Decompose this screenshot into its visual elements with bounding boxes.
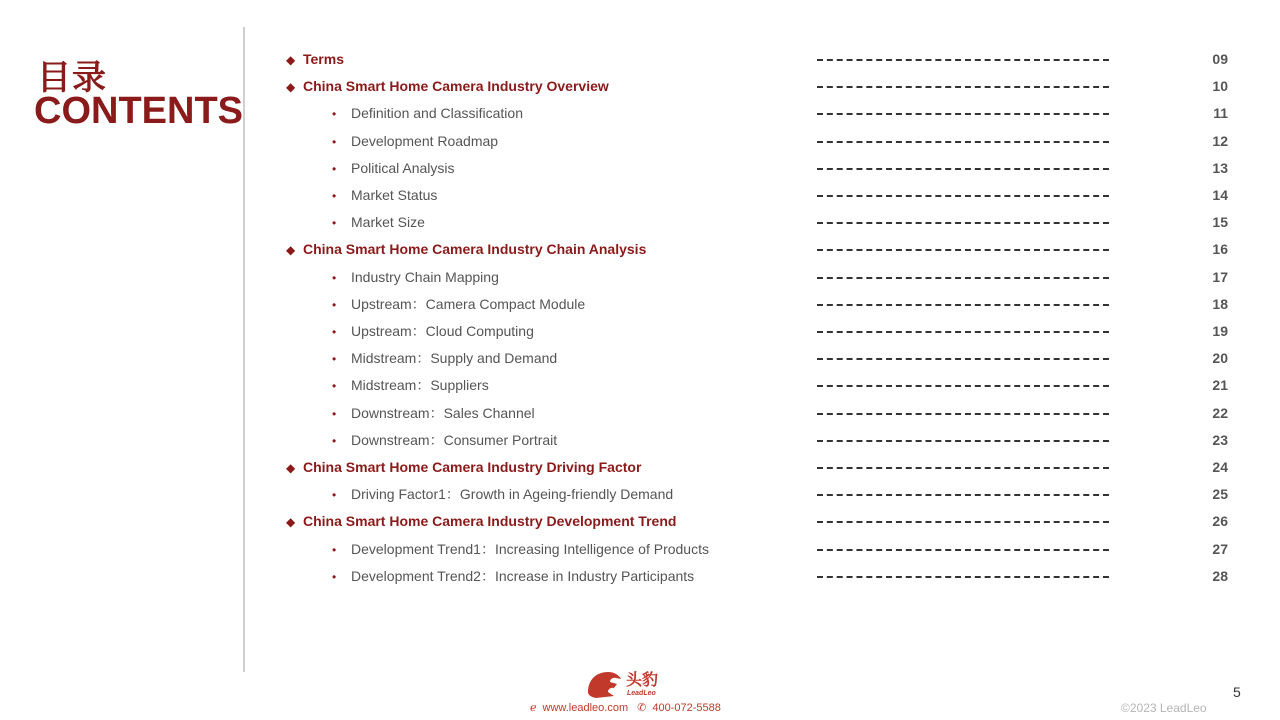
toc-entry [286,457,641,478]
toc-entry [286,49,344,70]
toc-page-number: 26 [1212,513,1228,529]
toc-entry-label: Development Trend1：Increasing Intelligence of Products [351,541,709,557]
dotted-leader [817,413,1109,415]
toc-entry [332,321,534,342]
toc-entry [332,131,498,152]
toc-entry-label: Midstream：Suppliers [351,377,489,393]
toc-subsection-row[interactable] [0,375,1280,395]
website-link[interactable]: www.leadleo.com [542,702,629,714]
dotted-leader [817,113,1109,115]
toc-subsection-row[interactable] [0,403,1280,423]
toc-section-row[interactable] [0,511,1280,531]
diamond-bullet-icon: ◆ [286,461,296,475]
dot-bullet-icon: • [332,543,337,557]
copyright: ©2023 LeadLeo [1121,701,1207,715]
dot-bullet-icon: • [332,352,337,366]
toc-section-row[interactable] [0,457,1280,477]
toc-entry [332,185,437,206]
dot-bullet-icon: • [332,216,337,230]
toc-subsection-row[interactable] [0,267,1280,287]
dotted-leader [817,385,1109,387]
dotted-leader [817,549,1109,551]
toc-entry [286,76,609,97]
toc-page-number: 28 [1212,568,1228,584]
leadleo-logo [586,666,666,700]
dot-bullet-icon: • [332,488,337,502]
toc-entry [332,484,673,505]
toc-section-row[interactable] [0,49,1280,69]
toc-subsection-row[interactable] [0,348,1280,368]
dotted-leader [817,222,1109,224]
toc-entry-label: Downstream：Consumer Portrait [351,432,558,448]
toc-subsection-row[interactable] [0,566,1280,586]
toc-entry-label: China Smart Home Camera Industry Driving Factor [303,459,642,475]
contents-title-en: CONTENTS [34,90,243,132]
dot-bullet-icon: • [332,379,337,393]
toc-page-number: 23 [1212,432,1228,448]
toc-entry [332,212,425,233]
toc-subsection-row[interactable] [0,539,1280,559]
phone-number: 400-072-5588 [652,702,721,714]
toc-page-number: 15 [1212,214,1228,230]
dotted-leader [817,59,1109,61]
toc-entry-label: Downstream：Sales Channel [351,405,535,421]
toc-page-number: 20 [1212,350,1228,366]
toc-page-number: 21 [1212,377,1228,393]
dot-bullet-icon: • [332,298,337,312]
dotted-leader [817,168,1109,170]
toc-entry-label: Development Roadmap [351,133,499,149]
dotted-leader [817,521,1109,523]
toc-entry-label: China Smart Home Camera Industry Chain Analysis [303,241,647,257]
toc-entry [332,158,455,179]
toc-subsection-row[interactable] [0,103,1280,123]
dotted-leader [817,576,1109,578]
toc-subsection-row[interactable] [0,484,1280,504]
dot-bullet-icon: • [332,325,337,339]
toc-section-row[interactable] [0,239,1280,259]
toc-entry [332,375,489,396]
toc-entry [286,239,646,260]
toc-entry [332,267,499,288]
phone-icon: ✆ [637,702,647,714]
toc-entry-label: Upstream：Cloud Computing [351,323,534,339]
dotted-leader [817,141,1109,143]
dotted-leader [817,358,1109,360]
toc-page-number: 19 [1212,323,1228,339]
toc-page-number: 13 [1212,160,1228,176]
toc-section-row[interactable] [0,76,1280,96]
toc-subsection-row[interactable] [0,131,1280,151]
toc-subsection-row[interactable] [0,212,1280,232]
toc-subsection-row[interactable] [0,158,1280,178]
toc-page-number: 25 [1212,486,1228,502]
toc-entry [332,566,694,587]
toc-entry-label: Driving Factor1：Growth in Ageing-friendly Demand [351,486,674,502]
toc-page-number: 09 [1212,51,1228,67]
contents-title-cn: 目录 [37,58,107,98]
dotted-leader [817,249,1109,251]
toc-page-number: 27 [1212,541,1228,557]
toc-entry [332,539,709,560]
dot-bullet-icon: • [332,189,337,203]
toc-subsection-row[interactable] [0,321,1280,341]
dot-bullet-icon: • [332,434,337,448]
dotted-leader [817,467,1109,469]
toc-entry-label: Development Trend2：Increase in Industry Participants [351,568,695,584]
dotted-leader [817,277,1109,279]
diamond-bullet-icon: ◆ [286,243,296,257]
toc-entry [332,103,523,124]
toc-page-number: 11 [1213,105,1228,121]
web-icon: ℯ [530,702,537,714]
toc-entry-label: China Smart Home Camera Industry Overview [303,78,609,94]
footer-contact [530,701,727,714]
dotted-leader [817,331,1109,333]
toc-subsection-row[interactable] [0,294,1280,314]
toc-entry-label: Definition and Classification [351,105,523,121]
logo-cn-text: 头豹 [626,670,659,689]
toc-entry-label: Market Size [351,214,425,230]
dotted-leader [817,304,1109,306]
toc-page-number: 18 [1212,296,1228,312]
toc-entry [286,511,676,532]
toc-entry [332,403,535,424]
toc-subsection-row[interactable] [0,185,1280,205]
toc-page-number: 10 [1212,78,1228,94]
toc-page-number: 24 [1212,459,1228,475]
dot-bullet-icon: • [332,162,337,176]
dot-bullet-icon: • [332,570,337,584]
toc-page-number: 22 [1212,405,1228,421]
dotted-leader [817,195,1109,197]
toc-page-number: 17 [1212,269,1228,285]
diamond-bullet-icon: ◆ [286,515,296,529]
diamond-bullet-icon: ◆ [286,53,296,67]
dot-bullet-icon: • [332,407,337,421]
toc-entry [332,430,557,451]
toc-page-number: 12 [1212,133,1228,149]
dotted-leader [817,494,1109,496]
slide-number: 5 [1233,684,1241,700]
diamond-bullet-icon: ◆ [286,80,296,94]
toc-page-number: 16 [1212,241,1228,257]
dot-bullet-icon: • [332,135,337,149]
toc-entry [332,294,585,315]
dotted-leader [817,440,1109,442]
toc-subsection-row[interactable] [0,430,1280,450]
logo-en-text: LeadLeo [627,690,656,697]
dot-bullet-icon: • [332,271,337,285]
toc-page-number: 14 [1212,187,1228,203]
toc-entry-label: Upstream：Camera Compact Module [351,296,586,312]
toc-entry-label: Market Status [351,187,438,203]
dotted-leader [817,86,1109,88]
toc-entry-label: Political Analysis [351,160,455,176]
toc-entry [332,348,557,369]
leopard-head-icon [588,672,621,698]
toc-entry-label: Terms [303,51,344,67]
dot-bullet-icon: • [332,107,337,121]
toc-entry-label: Industry Chain Mapping [351,269,499,285]
toc-entry-label: Midstream：Supply and Demand [351,350,558,366]
toc-entry-label: China Smart Home Camera Industry Development Trend [303,513,677,529]
